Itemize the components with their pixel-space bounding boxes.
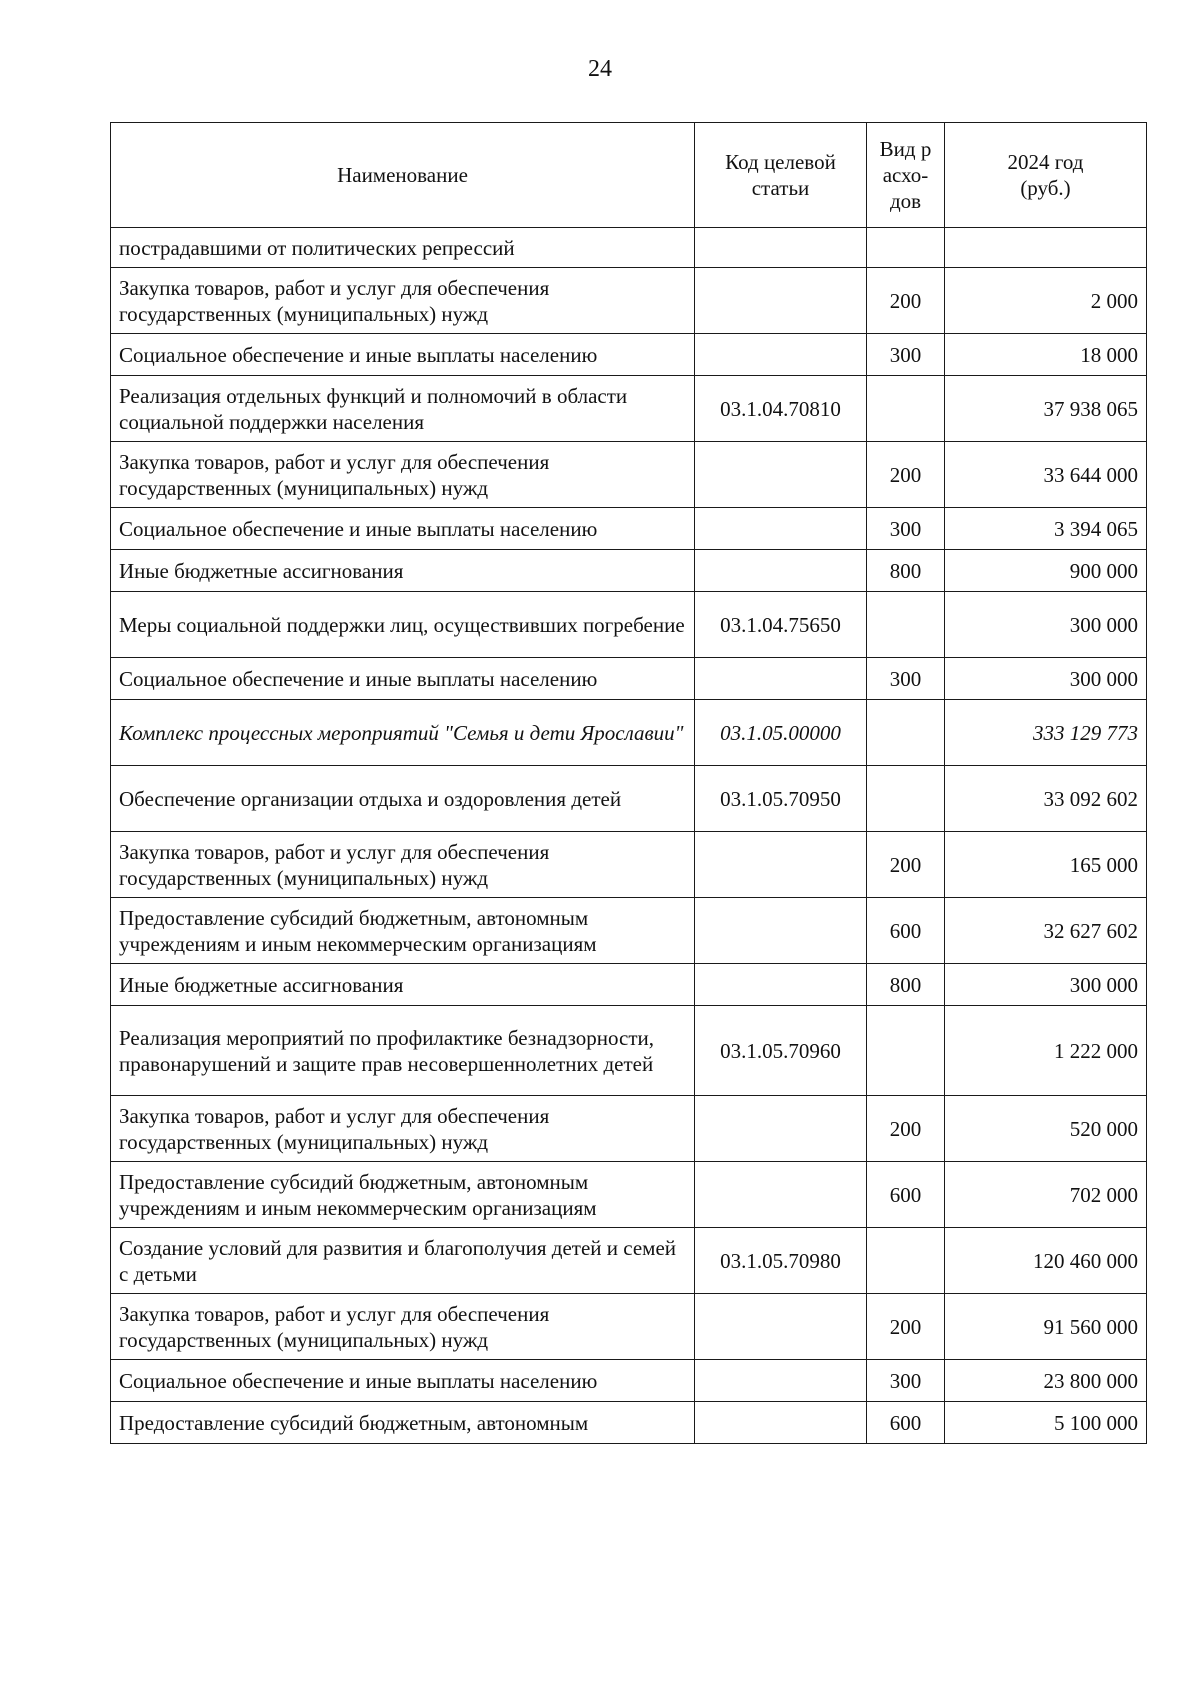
row-name-cell: Предоставление субсидий бюджетным, автономным — [111, 1402, 695, 1444]
row-amount-cell: 32 627 602 — [945, 898, 1147, 964]
row-amount-cell: 300 000 — [945, 658, 1147, 700]
row-amount-cell: 33 644 000 — [945, 442, 1147, 508]
row-kind-cell — [867, 766, 945, 832]
table-row — [111, 832, 1147, 898]
row-amount-cell: 900 000 — [945, 550, 1147, 592]
table-row — [111, 658, 1147, 700]
table-row — [111, 964, 1147, 1006]
table-row — [111, 268, 1147, 334]
row-kind-cell: 600 — [867, 1402, 945, 1444]
row-amount-cell: 18 000 — [945, 334, 1147, 376]
row-name-cell: Предоставление субсидий бюджетным, автономным учреждениям и иным некоммерческим организациям — [111, 898, 695, 964]
table-row — [111, 1006, 1147, 1096]
row-code-cell — [695, 334, 867, 376]
table-row — [111, 1228, 1147, 1294]
row-name-cell: Закупка товаров, работ и услуг для обеспечения государственных (муниципальных) нужд — [111, 832, 695, 898]
row-kind-cell: 200 — [867, 1294, 945, 1360]
row-kind-cell: 200 — [867, 442, 945, 508]
row-kind-cell — [867, 700, 945, 766]
row-code-cell — [695, 832, 867, 898]
row-kind-cell: 300 — [867, 334, 945, 376]
page-number: 24 — [588, 56, 612, 82]
row-name-cell: Создание условий для развития и благополучия детей и семей с детьми — [111, 1228, 695, 1294]
table-row — [111, 508, 1147, 550]
row-kind-cell: 300 — [867, 658, 945, 700]
row-code-cell: 03.1.04.70810 — [695, 376, 867, 442]
row-name-cell: Обеспечение организации отдыха и оздоровления детей — [111, 766, 695, 832]
row-code-cell — [695, 1402, 867, 1444]
row-code-cell — [695, 550, 867, 592]
row-name-cell: Реализация мероприятий по профилактике безнадзорности, правонарушений и защите прав несовершеннолетних детей — [111, 1006, 695, 1096]
row-name-cell: Меры социальной поддержки лиц, осуществивших погребение — [111, 592, 695, 658]
row-amount-cell: 91 560 000 — [945, 1294, 1147, 1360]
table-row — [111, 376, 1147, 442]
header-code-text: Код целевой статьи — [725, 150, 836, 200]
row-amount-cell: 37 938 065 — [945, 376, 1147, 442]
row-kind-cell — [867, 1228, 945, 1294]
row-name-cell: Комплекс процессных мероприятий "Семья и дети Ярославии" — [111, 700, 695, 766]
row-kind-cell: 200 — [867, 832, 945, 898]
row-amount-cell: 333 129 773 — [945, 700, 1147, 766]
row-kind-cell — [867, 592, 945, 658]
row-amount-cell — [945, 228, 1147, 268]
row-name-cell: Закупка товаров, работ и услуг для обеспечения государственных (муниципальных) нужд — [111, 1096, 695, 1162]
row-name-cell: пострадавшими от политических репрессий — [111, 228, 695, 268]
row-kind-cell: 800 — [867, 550, 945, 592]
row-amount-cell: 120 460 000 — [945, 1228, 1147, 1294]
header-name: Наименование — [111, 123, 695, 228]
row-name-cell: Социальное обеспечение и иные выплаты населению — [111, 334, 695, 376]
row-amount-cell: 23 800 000 — [945, 1360, 1147, 1402]
header-amount-text: 2024 год (руб.) — [1007, 150, 1084, 200]
table-row — [111, 442, 1147, 508]
row-code-cell: 03.1.04.75650 — [695, 592, 867, 658]
row-kind-cell — [867, 228, 945, 268]
table-body — [111, 228, 1147, 1444]
header-kind — [867, 123, 945, 228]
row-name-cell: Предоставление субсидий бюджетным, автономным учреждениям и иным некоммерческим организациям — [111, 1162, 695, 1228]
row-code-cell — [695, 964, 867, 1006]
table-row — [111, 1096, 1147, 1162]
row-kind-cell: 300 — [867, 508, 945, 550]
row-kind-cell — [867, 1006, 945, 1096]
table-row — [111, 228, 1147, 268]
table-row — [111, 592, 1147, 658]
row-code-cell — [695, 1096, 867, 1162]
header-kind-text: Вид расхо-дов — [879, 137, 932, 213]
row-amount-cell: 2 000 — [945, 268, 1147, 334]
table-row — [111, 1294, 1147, 1360]
row-kind-cell: 200 — [867, 268, 945, 334]
row-kind-cell: 200 — [867, 1096, 945, 1162]
row-kind-cell: 300 — [867, 1360, 945, 1402]
table-row — [111, 700, 1147, 766]
row-code-cell — [695, 228, 867, 268]
row-code-cell — [695, 658, 867, 700]
header-amount — [945, 123, 1147, 228]
row-amount-cell: 300 000 — [945, 592, 1147, 658]
row-code-cell: 03.1.05.70980 — [695, 1228, 867, 1294]
row-code-cell — [695, 268, 867, 334]
row-amount-cell: 165 000 — [945, 832, 1147, 898]
row-name-cell: Реализация отдельных функций и полномочий в области социальной поддержки населения — [111, 376, 695, 442]
row-amount-cell: 5 100 000 — [945, 1402, 1147, 1444]
row-amount-cell: 520 000 — [945, 1096, 1147, 1162]
row-amount-cell: 3 394 065 — [945, 508, 1147, 550]
row-code-cell — [695, 508, 867, 550]
row-name-cell: Социальное обеспечение и иные выплаты населению — [111, 1360, 695, 1402]
row-code-cell: 03.1.05.70950 — [695, 766, 867, 832]
row-name-cell: Иные бюджетные ассигнования — [111, 964, 695, 1006]
row-name-cell: Закупка товаров, работ и услуг для обеспечения государственных (муниципальных) нужд — [111, 442, 695, 508]
row-name-cell: Иные бюджетные ассигнования — [111, 550, 695, 592]
row-kind-cell: 800 — [867, 964, 945, 1006]
table-row — [111, 1360, 1147, 1402]
row-amount-cell: 300 000 — [945, 964, 1147, 1006]
header-code — [695, 123, 867, 228]
row-kind-cell: 600 — [867, 898, 945, 964]
table-row — [111, 550, 1147, 592]
row-code-cell — [695, 1162, 867, 1228]
row-code-cell — [695, 1360, 867, 1402]
row-name-cell: Социальное обеспечение и иные выплаты населению — [111, 658, 695, 700]
row-code-cell: 03.1.05.70960 — [695, 1006, 867, 1096]
table-row — [111, 1402, 1147, 1444]
row-name-cell: Закупка товаров, работ и услуг для обеспечения государственных (муниципальных) нужд — [111, 268, 695, 334]
table-row — [111, 898, 1147, 964]
row-name-cell: Социальное обеспечение и иные выплаты населению — [111, 508, 695, 550]
table-row — [111, 334, 1147, 376]
row-amount-cell: 702 000 — [945, 1162, 1147, 1228]
row-code-cell — [695, 442, 867, 508]
row-kind-cell: 600 — [867, 1162, 945, 1228]
row-kind-cell — [867, 376, 945, 442]
row-code-cell — [695, 898, 867, 964]
row-code-cell — [695, 1294, 867, 1360]
table-row — [111, 766, 1147, 832]
table-header — [111, 123, 1147, 228]
budget-table — [110, 122, 1147, 1444]
row-code-cell: 03.1.05.00000 — [695, 700, 867, 766]
row-amount-cell: 33 092 602 — [945, 766, 1147, 832]
table-row — [111, 1162, 1147, 1228]
header-row — [111, 123, 1147, 228]
row-amount-cell: 1 222 000 — [945, 1006, 1147, 1096]
row-name-cell: Закупка товаров, работ и услуг для обеспечения государственных (муниципальных) нужд — [111, 1294, 695, 1360]
